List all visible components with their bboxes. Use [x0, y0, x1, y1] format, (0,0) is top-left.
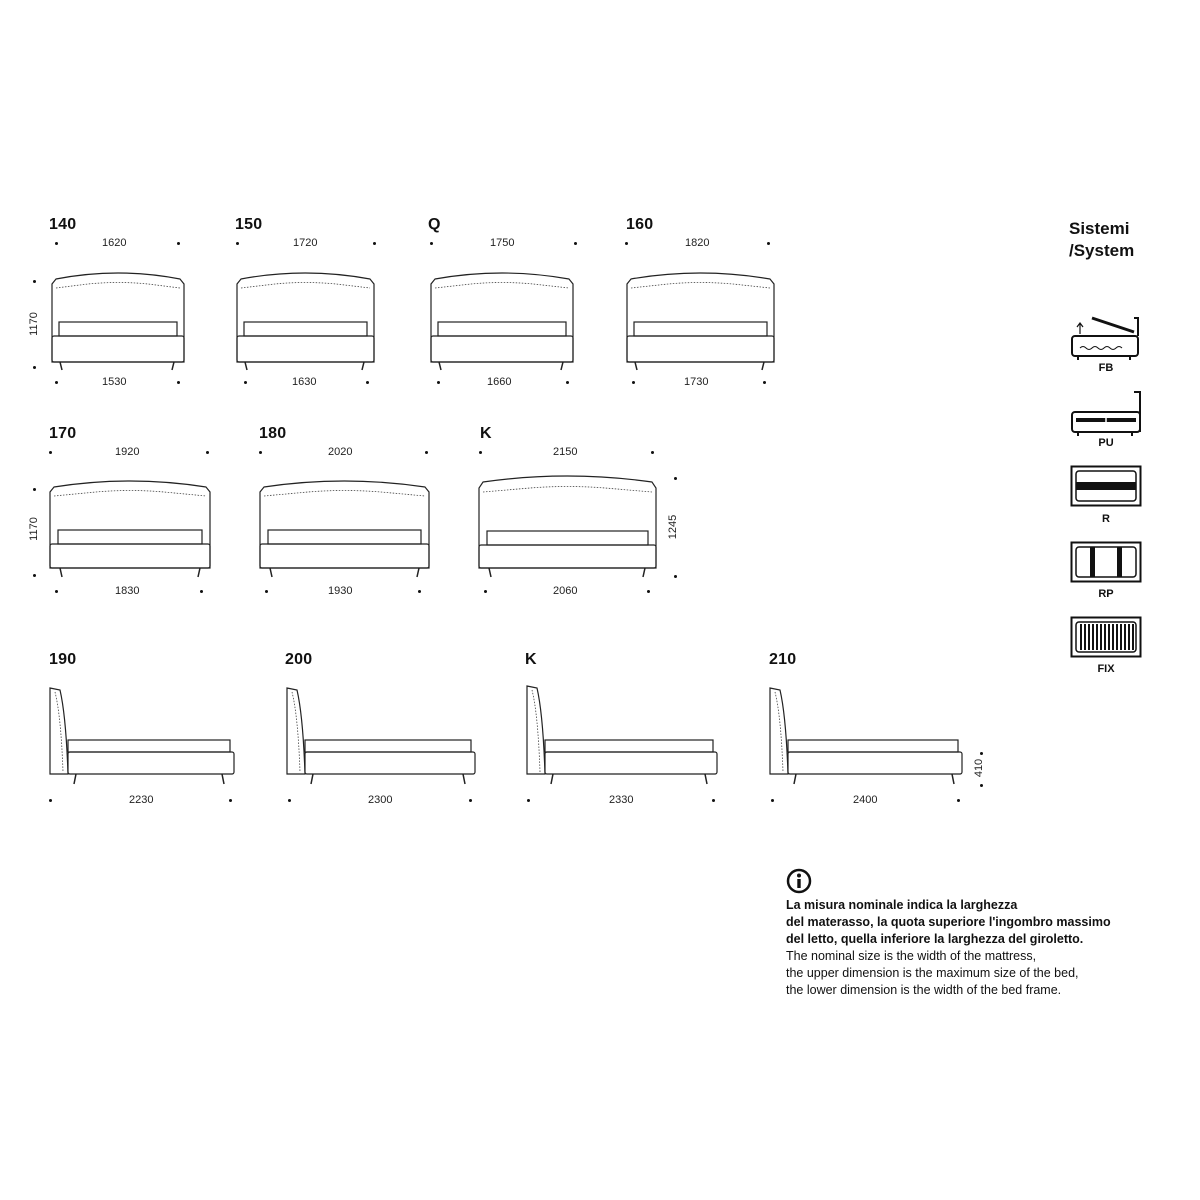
dim-dot	[763, 381, 766, 384]
size-label-170: 170	[49, 425, 77, 442]
pu-storage-system-icon	[1068, 390, 1144, 438]
dim-dot	[712, 799, 715, 802]
size-label-200: 200	[285, 651, 313, 668]
dim-dot	[33, 488, 36, 491]
dim-dot	[425, 451, 428, 454]
systems-title-line2: /System	[1069, 241, 1135, 260]
bed-front-drawing-160	[623, 270, 778, 375]
height-dimension-king: 1245	[667, 514, 680, 540]
dim-dot	[33, 574, 36, 577]
dim-dot	[366, 381, 369, 384]
size-label-180: 180	[259, 425, 287, 442]
top-dimension-140: 1620	[102, 237, 127, 249]
size-label-210: 210	[769, 651, 797, 668]
dim-dot	[651, 451, 654, 454]
dim-dot	[418, 590, 421, 593]
dim-dot	[244, 381, 247, 384]
dim-dot	[373, 242, 376, 245]
bottom-dimension-q: 1660	[487, 376, 512, 388]
dim-dot	[55, 590, 58, 593]
top-dimension-160: 1820	[685, 237, 710, 249]
system-label-fb: FB	[1098, 362, 1114, 374]
size-label-k-front: K	[480, 425, 492, 442]
dim-dot	[674, 575, 677, 578]
dim-dot	[674, 477, 677, 480]
dim-dot	[957, 799, 960, 802]
dim-dot	[206, 451, 209, 454]
length-dimension-k: 2330	[609, 794, 634, 806]
top-dimension-150: 1720	[293, 237, 318, 249]
rp-slat-system-icon	[1070, 541, 1142, 583]
size-label-q: Q	[428, 216, 441, 233]
bed-side-drawing-200	[283, 686, 479, 790]
r-slat-system-icon	[1070, 465, 1142, 507]
dim-dot	[469, 799, 472, 802]
bottom-dimension-180: 1930	[328, 585, 353, 597]
height-dimension-front: 1170	[27, 312, 40, 336]
dim-dot	[632, 381, 635, 384]
bed-front-drawing-150	[233, 270, 378, 375]
dim-dot	[484, 590, 487, 593]
dim-dot	[229, 799, 232, 802]
dim-dot	[647, 590, 650, 593]
size-label-k-side: K	[525, 651, 537, 668]
dim-dot	[177, 381, 180, 384]
dim-dot	[771, 799, 774, 802]
bed-front-drawing-q	[427, 270, 577, 375]
dim-dot	[767, 242, 770, 245]
bed-front-drawing-140	[48, 270, 188, 375]
length-dimension-210: 2400	[853, 794, 878, 806]
size-label-190: 190	[49, 651, 77, 668]
fix-slat-system-icon	[1070, 616, 1142, 658]
top-dimension-180: 2020	[328, 446, 353, 458]
dim-dot	[33, 280, 36, 283]
systems-title-line1: Sistemi	[1069, 219, 1130, 238]
dim-dot	[55, 381, 58, 384]
fb-lift-system-icon	[1068, 312, 1144, 362]
bed-side-drawing-k	[523, 684, 721, 790]
dim-dot	[49, 799, 52, 802]
dim-dot	[200, 590, 203, 593]
system-label-r: R	[1102, 513, 1110, 525]
size-label-150: 150	[235, 216, 263, 233]
length-dimension-190: 2230	[129, 794, 154, 806]
bottom-dimension-140: 1530	[102, 376, 127, 388]
bottom-dimension-170: 1830	[115, 585, 140, 597]
note-italian-line1: La misura nominale indica la larghezza	[786, 898, 1018, 912]
bed-front-drawing-170	[46, 478, 214, 583]
note-english-line2: the upper dimension is the maximum size of the bed,	[786, 966, 1079, 980]
dim-dot	[55, 242, 58, 245]
dim-dot	[288, 799, 291, 802]
info-note	[786, 868, 1166, 999]
system-label-pu: PU	[1098, 437, 1114, 449]
system-label-fix: FIX	[1097, 663, 1115, 675]
dim-dot	[177, 242, 180, 245]
bottom-dimension-160: 1730	[684, 376, 709, 388]
systems-title	[1069, 218, 1134, 262]
bed-front-drawing-180	[256, 478, 433, 583]
size-label-160: 160	[626, 216, 654, 233]
bed-side-drawing-190	[46, 686, 238, 790]
dim-dot	[430, 242, 433, 245]
note-italian-line2: del materasso, la quota superiore l'ingombro massimo	[786, 915, 1111, 929]
bed-front-drawing-k	[475, 474, 660, 584]
dim-dot	[479, 451, 482, 454]
dim-dot	[33, 366, 36, 369]
dim-dot	[625, 242, 628, 245]
dim-dot	[236, 242, 239, 245]
dim-dot	[980, 752, 983, 755]
height-dimension-front: 1170	[27, 517, 40, 541]
dim-dot	[49, 451, 52, 454]
note-english-line1: The nominal size is the width of the mattress,	[786, 949, 1037, 963]
dim-dot	[259, 451, 262, 454]
info-icon	[786, 868, 812, 894]
height-dimension-side: 410	[973, 758, 986, 778]
dim-dot	[980, 784, 983, 787]
dim-dot	[265, 590, 268, 593]
dim-dot	[437, 381, 440, 384]
dim-dot	[527, 799, 530, 802]
bottom-dimension-150: 1630	[292, 376, 317, 388]
top-dimension-q: 1750	[490, 237, 515, 249]
bottom-dimension-k: 2060	[553, 585, 578, 597]
dim-dot	[574, 242, 577, 245]
note-english-line3: the lower dimension is the width of the bed frame.	[786, 983, 1062, 997]
system-label-rp: RP	[1098, 588, 1114, 600]
note-italian-line3: del letto, quella inferiore la larghezza del giroletto.	[786, 932, 1084, 946]
dim-dot	[566, 381, 569, 384]
bed-side-drawing-210	[766, 686, 966, 790]
top-dimension-k: 2150	[553, 446, 578, 458]
size-label-140: 140	[49, 216, 77, 233]
top-dimension-170: 1920	[115, 446, 140, 458]
length-dimension-200: 2300	[368, 794, 393, 806]
